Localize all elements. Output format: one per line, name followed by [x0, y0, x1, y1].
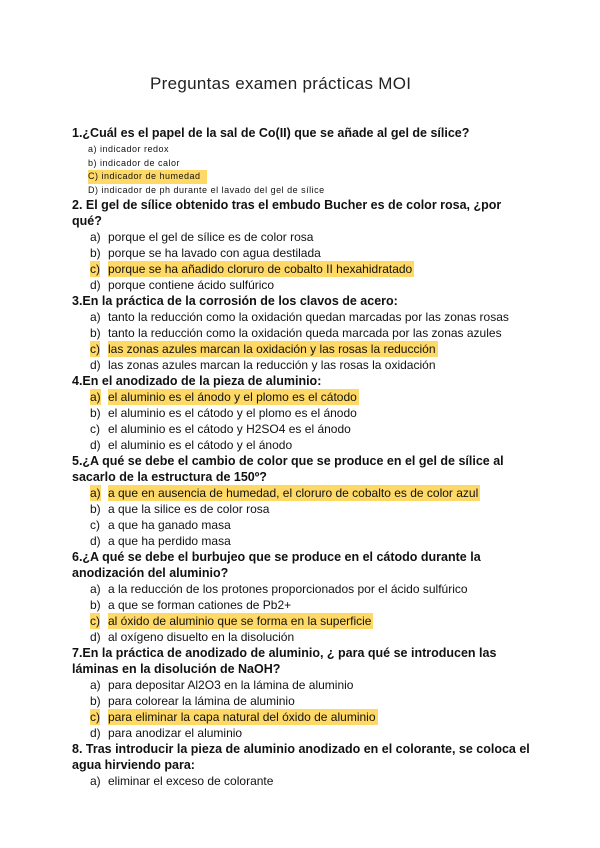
document-title: Preguntas examen prácticas MOI	[150, 74, 412, 93]
option: d) porque contiene ácido sulfúrico	[90, 278, 275, 292]
option: d) para anodizar el aluminio	[90, 726, 243, 740]
question-1	[72, 125, 532, 197]
option: c) el aluminio es el cátodo y H2SO4 es el ánodo	[90, 422, 351, 436]
question-text: 6.¿A qué se debe el burbujeo que se produce en el cátodo durante la anodización del aluminio?	[72, 550, 481, 580]
option-highlighted: a) el aluminio es el ánodo y el plomo es el cátodo	[90, 390, 357, 404]
question-text: 1.¿Cuál es el papel de la sal de Co(II) que se añade al gel de sílice?	[72, 126, 470, 140]
question-text: 5.¿A qué se debe el cambio de color que se produce en el gel de sílice al sacarlo de la estructura de 150º?	[72, 454, 504, 484]
option-highlighted: a) a que en ausencia de humedad, el cloruro de cobalto es de color azul	[90, 486, 479, 500]
option: a) porque el gel de sílice es de color rosa	[90, 230, 314, 244]
question-text: 4.En el anodizado de la pieza de aluminio:	[72, 374, 322, 388]
question-5	[72, 453, 532, 549]
question-4	[72, 373, 532, 453]
option: a) eliminar el exceso de colorante	[90, 774, 274, 788]
option: b) el aluminio es el cátodo y el plomo es el ánodo	[90, 406, 357, 420]
option: b) tanto la reducción como la oxidación queda marcada por las zonas azules	[90, 326, 502, 340]
question-3	[72, 293, 532, 373]
question-7	[72, 645, 532, 741]
option-highlighted: C) indicador de humedad	[72, 170, 532, 184]
option: b) porque se ha lavado con agua destilada	[90, 246, 321, 260]
option: a) tanto la reducción como la oxidación quedan marcadas por las zonas rosas	[90, 310, 509, 324]
option: b) indicador de calor	[88, 157, 181, 168]
option: b) a que se forman cationes de Pb2+	[90, 598, 292, 612]
question-8	[72, 741, 532, 789]
option-highlighted: c) las zonas azules marcan la oxidación y las rosas la reducción	[90, 342, 436, 356]
question-text: 7.En la práctica de anodizado de aluminio, ¿ para qué se introducen las láminas en la disolución de NaOH?	[72, 646, 497, 676]
questions-list	[72, 125, 532, 789]
question-2	[72, 197, 532, 293]
question-6	[72, 549, 532, 645]
option: d) al oxígeno disuelto en la disolución	[90, 630, 295, 644]
option-highlighted: c) al óxido de aluminio que se forma en la superficie	[90, 614, 372, 628]
question-text: 2. El gel de sílice obtenido tras el embudo Bucher es de color rosa, ¿por qué?	[72, 198, 502, 228]
option: b) para colorear la lámina de aluminio	[90, 694, 295, 708]
option-highlighted: c) porque se ha añadido cloruro de cobalto II hexahidratado	[90, 262, 413, 276]
option: c) a que ha ganado masa	[90, 518, 231, 532]
option: b) a que la silice es de color rosa	[90, 502, 270, 516]
option-highlighted: c) para eliminar la capa natural del óxido de aluminio	[90, 710, 376, 724]
option: a) a la reducción de los protones proporcionados por el ácido sulfúrico	[90, 582, 468, 596]
question-text: 8. Tras introducir la pieza de aluminio anodizado en el colorante, se coloca el agua hirviendo para:	[72, 742, 530, 772]
option: d) a que ha perdido masa	[90, 534, 231, 548]
option: d) las zonas azules marcan la reducción y las rosas la oxidación	[90, 358, 436, 372]
option: D) indicador de ph durante el lavado del gel de sílice	[88, 184, 325, 195]
question-text: 3.En la práctica de la corrosión de los clavos de acero:	[72, 294, 398, 308]
option: a) indicador redox	[88, 144, 170, 154]
option: d) el aluminio es el cátodo y el ánodo	[90, 438, 293, 452]
option: a) para depositar Al2O3 en la lámina de aluminio	[90, 678, 354, 692]
